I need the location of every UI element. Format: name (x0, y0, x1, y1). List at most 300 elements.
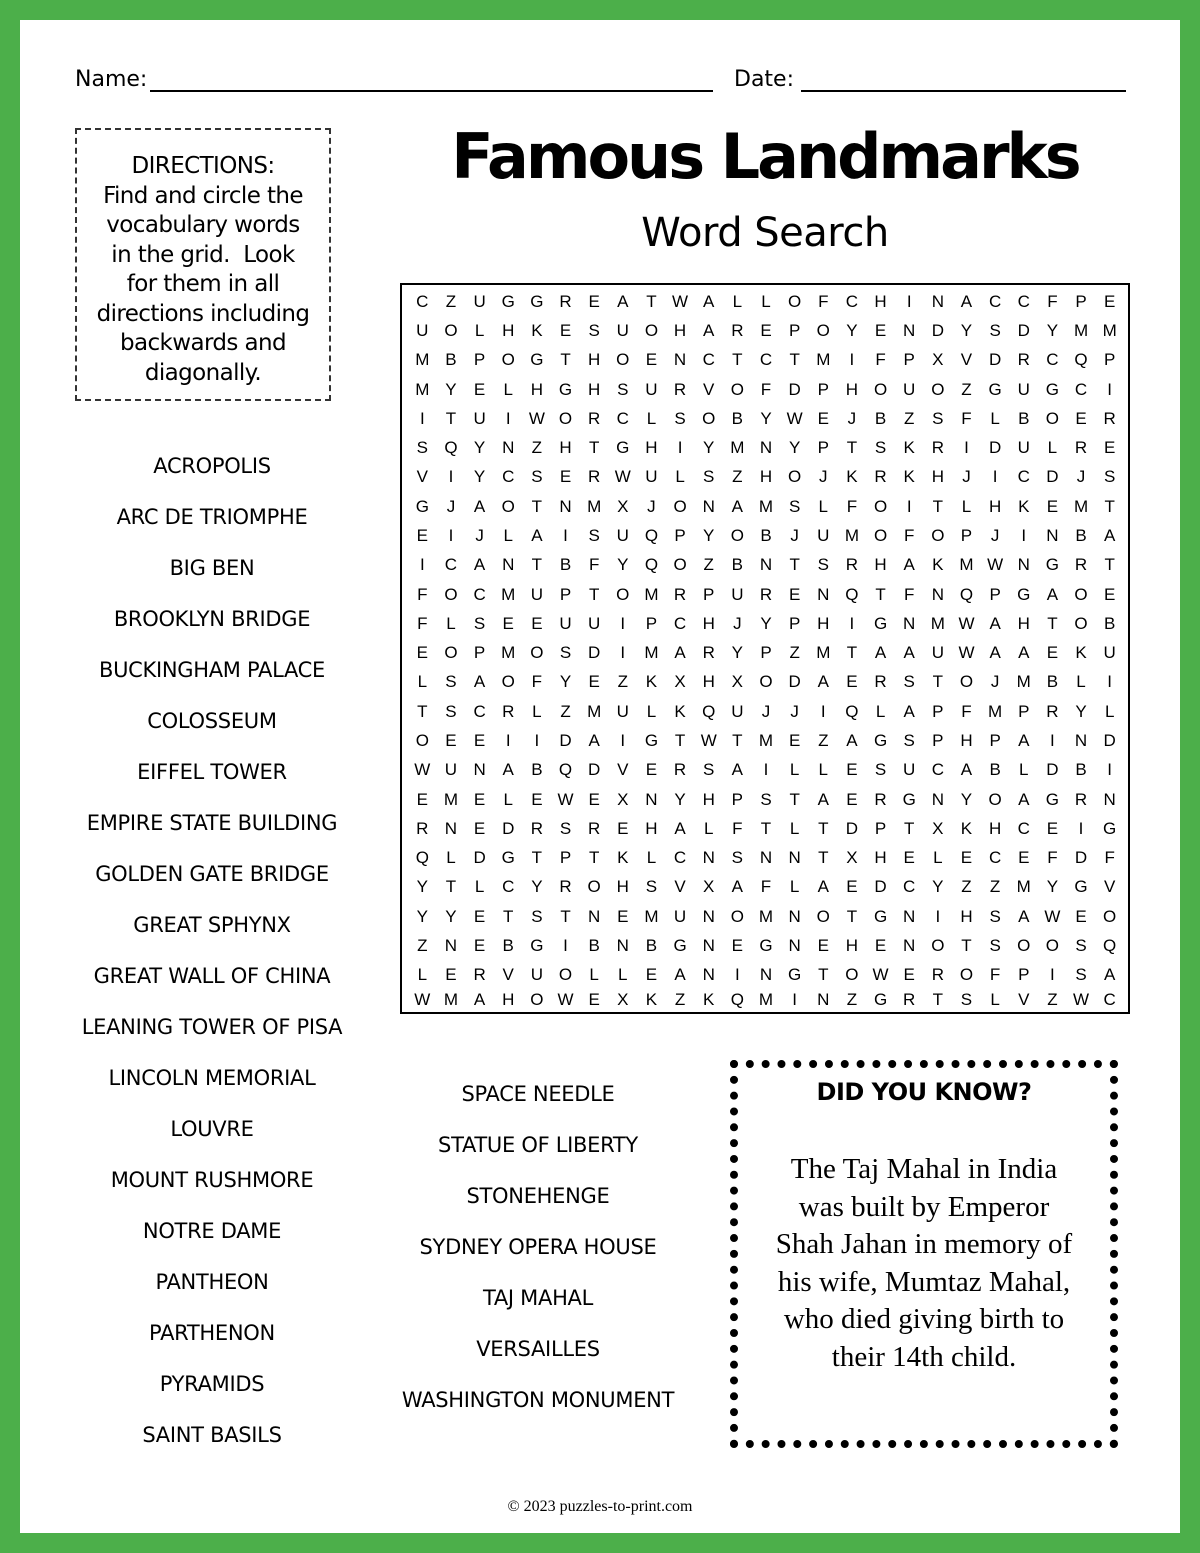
grid-cell[interactable]: M (758, 731, 774, 750)
grid-cell[interactable]: R (416, 818, 429, 838)
grid-cell[interactable]: L (1076, 672, 1086, 692)
grid-cell[interactable]: Y (617, 555, 629, 575)
grid-cell[interactable]: E (1018, 848, 1030, 868)
grid-cell[interactable]: J (790, 525, 799, 545)
grid-cell[interactable]: E (502, 613, 514, 633)
grid-cell[interactable]: Z (560, 701, 571, 721)
grid-cell[interactable]: F (1104, 848, 1115, 868)
grid-cell[interactable]: M (1073, 496, 1089, 516)
grid-cell[interactable]: V (1018, 989, 1030, 1009)
grid-cell[interactable]: H (1017, 613, 1030, 633)
grid-cell[interactable]: N (502, 555, 515, 575)
grid-cell[interactable]: P (932, 701, 944, 721)
grid-cell[interactable]: A (1018, 906, 1030, 926)
grid-cell[interactable]: T (818, 848, 829, 868)
grid-cell[interactable]: N (502, 438, 515, 458)
grid-cell[interactable]: F (760, 379, 772, 399)
grid-cell[interactable]: U (473, 408, 486, 428)
grid-cell[interactable]: N (645, 789, 658, 809)
grid-cell[interactable]: G (673, 936, 687, 956)
grid-cell[interactable]: Y (731, 643, 744, 663)
grid-cell[interactable]: H (673, 320, 687, 340)
grid-cell[interactable]: Q (702, 701, 716, 721)
grid-cell[interactable]: G (1045, 379, 1060, 399)
grid-cell[interactable]: M (587, 701, 602, 721)
grid-cell[interactable]: A (1018, 643, 1030, 663)
grid-cell[interactable]: F (760, 877, 772, 897)
grid-cell[interactable]: W (786, 408, 803, 428)
grid-cell[interactable]: U (817, 525, 830, 545)
grid-cell[interactable]: H (817, 613, 830, 633)
grid-cell[interactable]: S (903, 672, 915, 692)
grid-cell[interactable]: P (559, 584, 572, 604)
grid-cell[interactable]: N (616, 936, 629, 956)
date-field[interactable] (801, 90, 1126, 92)
grid-cell[interactable]: A (989, 643, 1001, 663)
grid-cell[interactable]: N (759, 848, 773, 868)
grid-cell[interactable]: S (874, 438, 887, 458)
grid-cell[interactable]: J (790, 701, 799, 721)
grid-cell[interactable]: L (1019, 760, 1029, 780)
grid-cell[interactable]: G (501, 848, 515, 868)
grid-cell[interactable]: I (448, 525, 454, 545)
grid-cell[interactable]: A (731, 496, 744, 516)
grid-cell[interactable]: H (616, 877, 629, 897)
grid-cell[interactable]: T (789, 350, 800, 370)
grid-cell[interactable]: T (588, 438, 600, 458)
grid-cell[interactable]: H (845, 936, 859, 956)
grid-cell[interactable]: A (903, 555, 915, 575)
grid-cell[interactable]: D (588, 760, 601, 780)
grid-cell[interactable]: H (988, 818, 1002, 838)
grid-cell[interactable]: J (761, 701, 771, 721)
grid-cell[interactable]: A (473, 496, 486, 516)
grid-cell[interactable]: P (1104, 350, 1116, 370)
grid-cell[interactable]: L (1047, 438, 1058, 458)
grid-cell[interactable]: I (906, 291, 912, 311)
grid-cell[interactable]: M (587, 496, 602, 516)
grid-cell[interactable]: P (703, 584, 715, 604)
grid-cell[interactable]: O (873, 525, 888, 545)
grid-cell[interactable]: O (1017, 936, 1031, 956)
grid-cell[interactable]: J (819, 467, 828, 487)
grid-cell[interactable]: G (759, 936, 773, 956)
grid-cell[interactable]: V (617, 760, 629, 780)
grid-cell[interactable]: L (503, 379, 513, 399)
grid-cell[interactable]: E (1046, 818, 1059, 838)
grid-cell[interactable]: R (673, 760, 687, 780)
grid-cell[interactable]: I (620, 613, 626, 633)
grid-cell[interactable]: T (875, 584, 886, 604)
grid-cell[interactable]: U (1017, 379, 1030, 399)
grid-cell[interactable]: F (1047, 848, 1058, 868)
grid-cell[interactable]: J (847, 408, 857, 428)
grid-cell[interactable]: E (416, 789, 428, 809)
grid-cell[interactable]: J (990, 525, 1000, 545)
grid-cell[interactable]: O (959, 672, 974, 692)
grid-cell[interactable]: O (415, 731, 429, 750)
grid-cell[interactable]: T (531, 555, 543, 575)
grid-cell[interactable]: T (674, 731, 686, 750)
grid-cell[interactable]: H (530, 379, 543, 399)
grid-cell[interactable]: O (444, 643, 458, 663)
grid-cell[interactable]: C (702, 350, 715, 370)
grid-cell[interactable]: X (617, 789, 629, 809)
grid-cell[interactable]: E (445, 965, 457, 985)
grid-cell[interactable]: I (1050, 965, 1055, 985)
grid-cell[interactable]: B (445, 350, 457, 370)
grid-cell[interactable]: O (845, 965, 859, 985)
grid-cell[interactable]: Y (703, 525, 715, 545)
grid-cell[interactable]: L (1104, 701, 1115, 721)
grid-cell[interactable]: L (474, 320, 485, 340)
grid-cell[interactable]: F (732, 818, 743, 838)
grid-cell[interactable]: S (817, 555, 829, 575)
grid-cell[interactable]: C (1046, 350, 1059, 370)
grid-cell[interactable]: Z (789, 643, 800, 663)
grid-cell[interactable]: G (1045, 789, 1060, 809)
grid-cell[interactable]: P (1018, 965, 1030, 985)
grid-cell[interactable]: U (530, 965, 543, 985)
grid-cell[interactable]: S (703, 760, 715, 780)
grid-cell[interactable]: V (674, 877, 686, 897)
grid-cell[interactable]: D (788, 672, 801, 692)
grid-cell[interactable]: U (903, 379, 916, 399)
grid-cell[interactable]: I (563, 936, 568, 956)
grid-cell[interactable]: L (503, 789, 513, 809)
grid-cell[interactable]: N (903, 906, 916, 926)
grid-cell[interactable]: A (1018, 789, 1030, 809)
word-search-grid[interactable] (400, 283, 1130, 1014)
grid-cell[interactable]: E (645, 350, 658, 370)
grid-cell[interactable]: D (473, 848, 486, 868)
grid-cell[interactable]: W (700, 731, 717, 750)
grid-cell[interactable]: R (874, 672, 887, 692)
grid-cell[interactable]: V (502, 965, 514, 985)
grid-cell[interactable]: E (903, 965, 915, 985)
grid-cell[interactable]: O (873, 379, 888, 399)
grid-cell[interactable]: W (557, 789, 574, 809)
grid-cell[interactable]: Z (818, 731, 829, 750)
grid-cell[interactable]: R (874, 467, 887, 487)
grid-cell[interactable]: N (1074, 731, 1088, 750)
grid-cell[interactable]: R (731, 320, 744, 340)
grid-cell[interactable]: E (846, 789, 858, 809)
grid-cell[interactable]: A (989, 613, 1001, 633)
grid-cell[interactable]: C (988, 291, 1002, 311)
grid-cell[interactable]: I (849, 613, 855, 633)
grid-cell[interactable]: O (558, 965, 573, 985)
grid-cell[interactable]: Y (846, 320, 858, 340)
grid-cell[interactable]: O (1045, 936, 1060, 956)
grid-cell[interactable]: M (501, 584, 516, 604)
grid-cell[interactable]: Y (1075, 701, 1087, 721)
grid-cell[interactable]: Y (416, 877, 428, 897)
grid-cell[interactable]: R (903, 989, 916, 1009)
grid-cell[interactable]: E (960, 848, 973, 868)
grid-cell[interactable]: E (473, 789, 486, 809)
grid-cell[interactable]: H (960, 731, 973, 750)
grid-cell[interactable]: L (503, 525, 513, 545)
grid-cell[interactable]: Q (845, 701, 859, 721)
grid-cell[interactable]: J (475, 525, 484, 545)
grid-cell[interactable]: S (559, 643, 572, 663)
grid-cell[interactable]: G (1045, 555, 1060, 575)
grid-cell[interactable]: B (1075, 525, 1087, 545)
grid-cell[interactable]: H (559, 438, 572, 458)
grid-cell[interactable]: B (1104, 613, 1116, 633)
grid-cell[interactable]: O (444, 584, 458, 604)
grid-cell[interactable]: F (961, 701, 972, 721)
grid-cell[interactable]: A (674, 643, 686, 663)
grid-cell[interactable]: H (702, 789, 715, 809)
grid-cell[interactable]: F (904, 584, 915, 604)
grid-cell[interactable]: Z (846, 989, 858, 1009)
grid-cell[interactable]: E (473, 818, 486, 838)
grid-cell[interactable]: O (816, 906, 830, 926)
grid-cell[interactable]: P (817, 438, 829, 458)
grid-cell[interactable]: M (1073, 320, 1089, 340)
grid-cell[interactable]: R (588, 467, 601, 487)
grid-cell[interactable]: W (672, 291, 689, 311)
grid-cell[interactable]: N (588, 906, 601, 926)
grid-cell[interactable]: T (789, 555, 800, 575)
grid-cell[interactable]: R (530, 818, 543, 838)
grid-cell[interactable]: Y (760, 408, 772, 428)
grid-cell[interactable]: K (1075, 643, 1087, 663)
grid-cell[interactable]: M (644, 643, 659, 663)
grid-cell[interactable]: J (1076, 467, 1086, 487)
grid-cell[interactable]: E (1104, 291, 1116, 311)
grid-cell[interactable]: I (620, 731, 626, 750)
grid-cell[interactable]: H (645, 438, 658, 458)
grid-cell[interactable]: J (446, 496, 456, 516)
grid-cell[interactable]: A (1046, 584, 1059, 604)
grid-cell[interactable]: C (502, 877, 515, 897)
grid-cell[interactable]: L (961, 496, 972, 516)
grid-cell[interactable]: P (1075, 291, 1087, 311)
grid-cell[interactable]: I (792, 989, 797, 1009)
grid-cell[interactable]: Q (730, 989, 744, 1009)
grid-cell[interactable]: O (673, 496, 687, 516)
grid-cell[interactable]: D (1046, 760, 1059, 780)
grid-cell[interactable]: S (760, 789, 772, 809)
grid-cell[interactable]: S (1075, 936, 1087, 956)
grid-cell[interactable]: U (616, 320, 629, 340)
grid-cell[interactable]: R (588, 408, 601, 428)
grid-cell[interactable]: N (702, 848, 715, 868)
grid-cell[interactable]: T (846, 906, 858, 926)
grid-cell[interactable]: S (588, 320, 600, 340)
grid-cell[interactable]: C (1017, 291, 1030, 311)
grid-cell[interactable]: G (530, 350, 544, 370)
grid-cell[interactable]: U (444, 760, 458, 780)
grid-cell[interactable]: G (988, 379, 1002, 399)
grid-cell[interactable]: M (443, 989, 459, 1009)
grid-cell[interactable]: L (933, 848, 943, 868)
grid-cell[interactable]: O (788, 291, 802, 311)
grid-cell[interactable]: D (988, 350, 1002, 370)
grid-cell[interactable]: M (501, 643, 516, 663)
grid-cell[interactable]: E (473, 731, 486, 750)
grid-cell[interactable]: T (1047, 613, 1058, 633)
grid-cell[interactable]: L (875, 701, 886, 721)
grid-cell[interactable]: O (530, 643, 544, 663)
grid-cell[interactable]: T (789, 789, 800, 809)
grid-cell[interactable]: L (789, 818, 800, 838)
grid-cell[interactable]: N (903, 320, 916, 340)
grid-cell[interactable]: T (932, 989, 944, 1009)
grid-cell[interactable]: G (415, 496, 429, 516)
grid-cell[interactable]: S (731, 848, 744, 868)
grid-cell[interactable]: L (446, 848, 456, 868)
grid-cell[interactable]: H (588, 350, 601, 370)
grid-cell[interactable]: O (616, 350, 630, 370)
grid-cell[interactable]: C (673, 848, 687, 868)
grid-cell[interactable]: E (1046, 496, 1059, 516)
grid-cell[interactable]: U (645, 379, 658, 399)
grid-cell[interactable]: D (1046, 467, 1059, 487)
grid-cell[interactable]: O (931, 525, 945, 545)
grid-cell[interactable]: R (1074, 438, 1088, 458)
grid-cell[interactable]: S (703, 467, 715, 487)
grid-cell[interactable]: A (903, 701, 915, 721)
grid-cell[interactable]: E (1046, 643, 1059, 663)
grid-cell[interactable]: L (646, 701, 657, 721)
grid-cell[interactable]: L (789, 760, 800, 780)
grid-cell[interactable]: A (502, 760, 514, 780)
grid-cell[interactable]: G (1017, 584, 1031, 604)
grid-cell[interactable]: U (903, 760, 916, 780)
grid-cell[interactable]: T (588, 848, 600, 868)
grid-cell[interactable]: J (962, 467, 971, 487)
grid-cell[interactable]: O (931, 936, 945, 956)
grid-cell[interactable]: R (1103, 408, 1116, 428)
grid-cell[interactable]: E (760, 320, 772, 340)
grid-cell[interactable]: P (645, 613, 658, 633)
grid-cell[interactable]: Y (445, 906, 457, 926)
grid-cell[interactable]: M (443, 789, 459, 809)
grid-cell[interactable]: D (559, 731, 572, 750)
grid-cell[interactable]: Y (559, 672, 572, 692)
grid-cell[interactable]: R (1017, 350, 1030, 370)
grid-cell[interactable]: O (644, 320, 659, 340)
grid-cell[interactable]: P (817, 379, 829, 399)
grid-cell[interactable]: G (873, 731, 888, 750)
grid-cell[interactable]: P (788, 613, 801, 633)
grid-cell[interactable]: O (1074, 613, 1088, 633)
grid-cell[interactable]: I (1050, 731, 1055, 750)
grid-cell[interactable]: I (505, 731, 511, 750)
grid-cell[interactable]: O (1074, 584, 1088, 604)
grid-cell[interactable]: P (559, 848, 572, 868)
grid-cell[interactable]: Q (558, 760, 573, 780)
grid-cell[interactable]: V (416, 467, 428, 487)
grid-cell[interactable]: Y (1046, 320, 1059, 340)
grid-cell[interactable]: C (416, 291, 429, 311)
grid-cell[interactable]: R (673, 379, 687, 399)
grid-cell[interactable]: E (445, 731, 457, 750)
grid-cell[interactable]: I (1078, 818, 1084, 838)
grid-cell[interactable]: Z (445, 291, 457, 311)
grid-cell[interactable]: L (990, 408, 1000, 428)
grid-cell[interactable]: C (616, 408, 629, 428)
grid-cell[interactable]: O (816, 320, 830, 340)
grid-cell[interactable]: W (414, 989, 431, 1009)
grid-cell[interactable]: O (673, 555, 687, 575)
grid-cell[interactable]: P (760, 643, 772, 663)
grid-cell[interactable]: X (932, 818, 944, 838)
grid-cell[interactable]: R (931, 438, 944, 458)
grid-cell[interactable]: Y (703, 438, 715, 458)
grid-cell[interactable]: P (1018, 701, 1030, 721)
grid-cell[interactable]: Q (1103, 936, 1117, 956)
grid-cell[interactable]: L (532, 701, 542, 721)
grid-cell[interactable]: W (528, 408, 545, 428)
grid-cell[interactable]: U (530, 584, 543, 604)
grid-cell[interactable]: N (817, 584, 830, 604)
grid-cell[interactable]: L (703, 818, 714, 838)
grid-cell[interactable]: A (674, 818, 686, 838)
grid-cell[interactable]: T (818, 818, 829, 838)
grid-cell[interactable]: P (932, 731, 944, 750)
grid-cell[interactable]: N (903, 613, 916, 633)
grid-cell[interactable]: E (1075, 408, 1087, 428)
grid-cell[interactable]: A (588, 731, 600, 750)
grid-cell[interactable]: E (788, 584, 801, 604)
grid-cell[interactable]: E (473, 936, 486, 956)
grid-cell[interactable]: I (992, 467, 998, 487)
grid-cell[interactable]: E (588, 989, 600, 1009)
grid-cell[interactable]: X (846, 848, 858, 868)
grid-cell[interactable]: H (874, 555, 887, 575)
grid-cell[interactable]: B (531, 760, 543, 780)
grid-cell[interactable]: R (1074, 555, 1088, 575)
grid-cell[interactable]: F (961, 408, 972, 428)
grid-cell[interactable]: S (960, 989, 973, 1009)
grid-cell[interactable]: A (846, 731, 858, 750)
grid-cell[interactable]: E (817, 408, 829, 428)
grid-cell[interactable]: P (960, 525, 973, 545)
grid-cell[interactable]: T (932, 672, 944, 692)
grid-cell[interactable]: C (845, 291, 859, 311)
grid-cell[interactable]: Z (674, 989, 686, 1009)
grid-cell[interactable]: M (644, 906, 659, 926)
grid-cell[interactable]: N (788, 906, 801, 926)
grid-cell[interactable]: L (646, 408, 657, 428)
grid-cell[interactable]: E (617, 906, 629, 926)
grid-cell[interactable]: O (730, 906, 744, 926)
grid-cell[interactable]: E (531, 613, 543, 633)
grid-cell[interactable]: H (960, 906, 973, 926)
grid-cell[interactable]: V (1104, 877, 1116, 897)
grid-cell[interactable]: Y (760, 613, 772, 633)
grid-cell[interactable]: U (645, 467, 658, 487)
grid-cell[interactable]: Y (445, 379, 457, 399)
grid-cell[interactable]: U (931, 643, 944, 663)
grid-cell[interactable]: O (1103, 906, 1117, 926)
grid-cell[interactable]: N (702, 496, 715, 516)
grid-cell[interactable]: A (1018, 731, 1030, 750)
grid-cell[interactable]: P (674, 525, 686, 545)
grid-cell[interactable]: L (446, 613, 456, 633)
grid-cell[interactable]: Z (531, 438, 543, 458)
grid-cell[interactable]: B (760, 525, 772, 545)
grid-cell[interactable]: Y (960, 320, 973, 340)
grid-cell[interactable]: E (531, 789, 543, 809)
grid-cell[interactable]: B (1018, 408, 1030, 428)
grid-cell[interactable]: F (818, 291, 829, 311)
